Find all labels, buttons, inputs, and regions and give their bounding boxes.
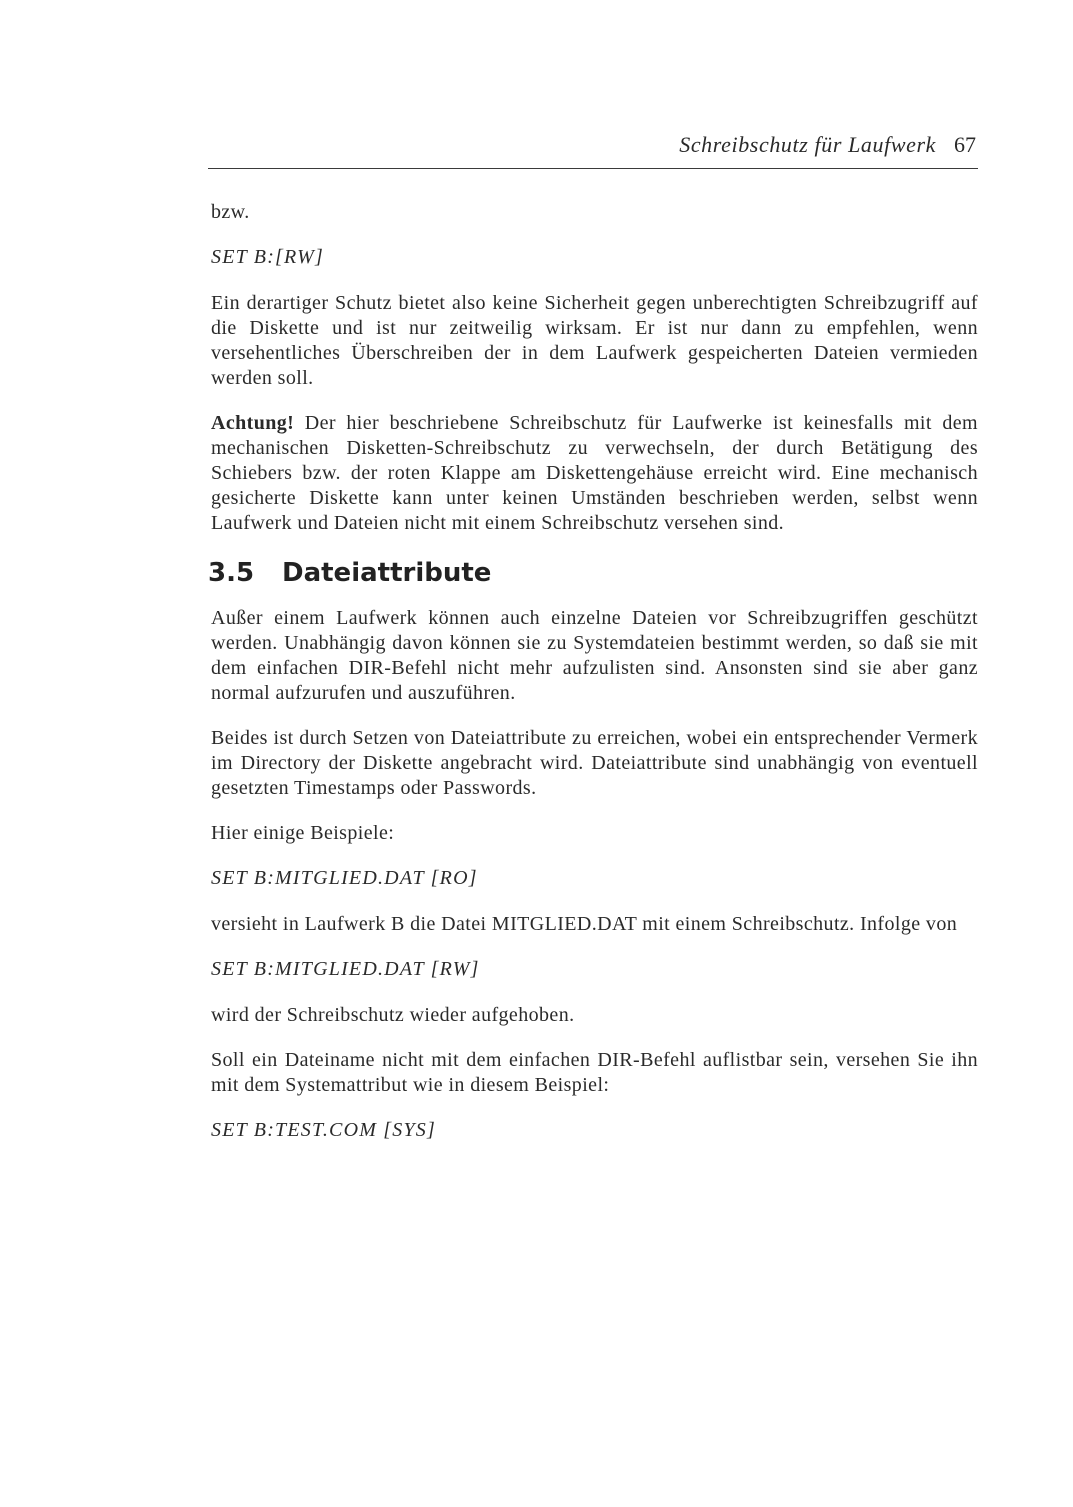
- section-heading: [208, 556, 978, 590]
- warning-label: Achtung!: [211, 412, 295, 434]
- paragraph-ausser: Außer einem Laufwerk können auch einzelne Dateien vor Schreibzugriffen geschützt werden. Unabhängig davon können sie zu Systemdateien bestimmt werden, so daß sie mit dem einfachen DIR-Befehl nicht mehr aufzulisten sind. Ansonsten sind sie aber ganz normal aufzurufen und auszuführen.: [211, 607, 978, 704]
- paragraph-beispiele: Hier einige Beispiele:: [211, 822, 395, 844]
- command-example: SET B:[RW]: [211, 246, 324, 268]
- command-example: SET B:TEST.COM [SYS]: [211, 1119, 436, 1141]
- warning-text: Der hier beschriebene Schreibschutz für Laufwerke ist keinesfalls mit dem mechanischen Disketten-Schreibschutz zu verwechseln, der durch Betätigung des Schiebers bzw. der roten Klappe am Diskettengehäuse erreicht wird. Eine mechanisch gesicherte Diskette kann unter keinen Umständen beschrieben werden, selbst wenn Laufwerk und Dateien nicht mit einem Schreibschutz versehen sind.: [211, 412, 978, 534]
- section-number: 3.5: [208, 558, 255, 588]
- section-title: Dateiattribute: [282, 558, 492, 588]
- paragraph-systemattribut: Soll ein Dateiname nicht mit dem einfachen DIR-Befehl auflistbar sein, versehen Sie ihn mit dem Systemattribut wie in diesem Beispiel:: [211, 1049, 978, 1096]
- paragraph-bzw: bzw.: [211, 201, 250, 223]
- page-body: [208, 200, 978, 1164]
- paragraph-achtung: [211, 411, 978, 536]
- command-example: SET B:MITGLIED.DAT [RW]: [211, 958, 480, 980]
- paragraph-beides: Beides ist durch Setzen von Dateiattribute zu erreichen, wobei ein entsprechender Vermerk im Directory der Diskette angebracht wird. Dateiattribute sind unabhängig von eventuell gesetzten Timestamps oder Passwords.: [211, 727, 978, 799]
- running-header: [208, 132, 978, 169]
- command-example: SET B:MITGLIED.DAT [RO]: [211, 867, 478, 889]
- page-number: 67: [954, 132, 976, 157]
- paragraph-aufgehoben: wird der Schreibschutz wieder aufgehoben.: [211, 1004, 575, 1026]
- paragraph-versieht: versieht in Laufwerk B die Datei MITGLIED.DAT mit einem Schreibschutz. Infolge von: [211, 913, 958, 935]
- paragraph-schutz: Ein derartiger Schutz bietet also keine Sicherheit gegen unberechtigten Schreibzugriff auf die Diskette und ist nur zeitweilig wirksam. Er ist nur dann zu empfehlen, wenn versehentliches Überschreiben der in dem Laufwerk gespeicherten Dateien vermieden werden soll.: [211, 292, 978, 389]
- header-title: Schreibschutz für Laufwerk: [679, 132, 936, 157]
